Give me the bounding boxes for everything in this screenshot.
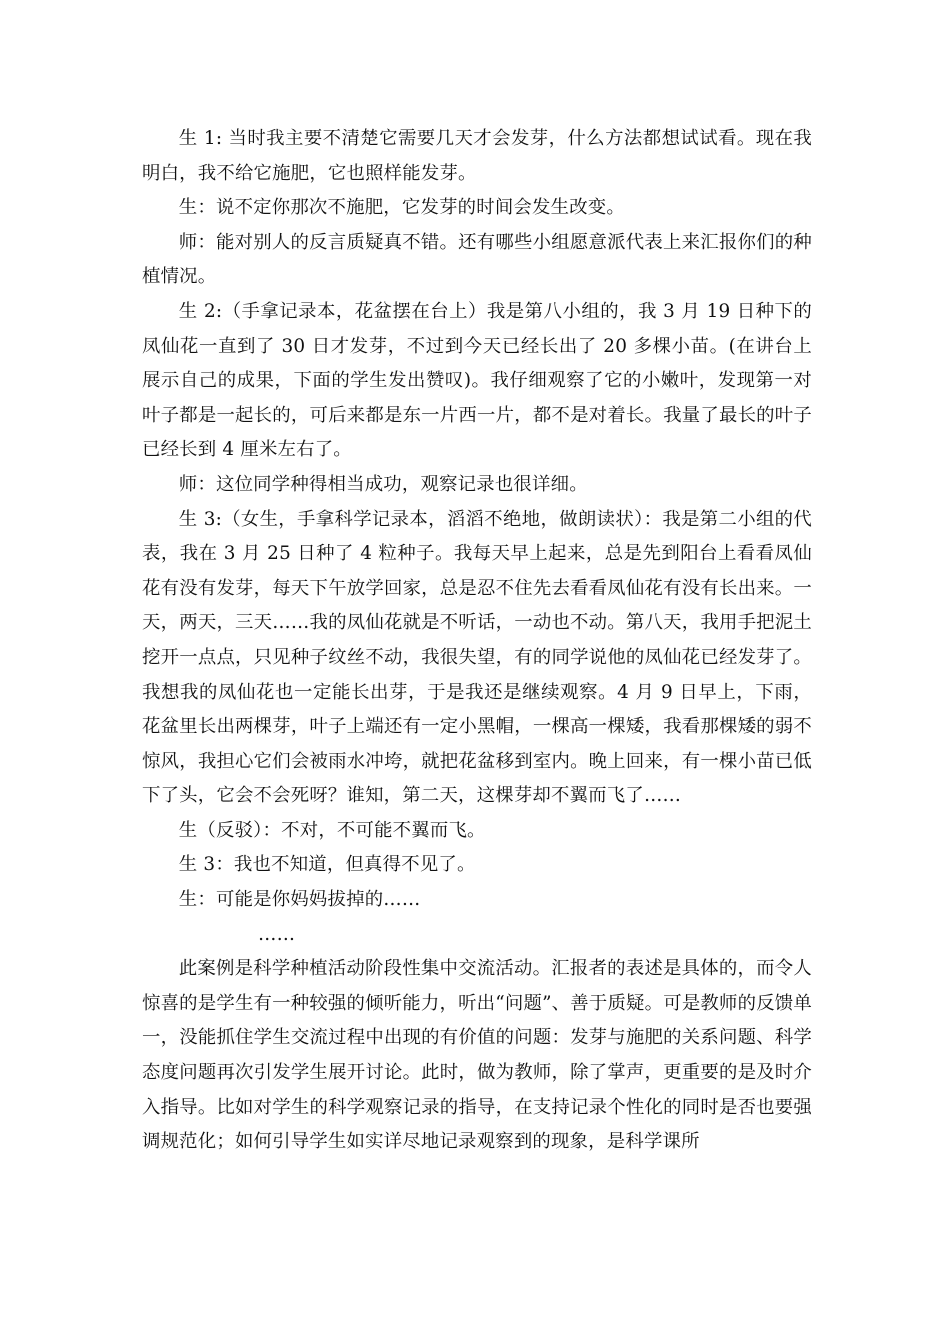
dialogue-paragraph-student-rebuttal: 生（反驳）：不对，不可能不翼而飞。 xyxy=(178,819,486,841)
dialogue-paragraph-student-3: 生 3:（女生，手拿科学记录本，滔滔不绝地，做朗读状）：我是第二小组的代表，我在 3 月 25 日种了 4 粒种子。我每天早上起来，总是先到阳台上看看凤仙花有没有发芽，每天下午放学回家，总是忍不住先去看看凤仙花有没有长出来。一天，两天，三天……我的凤仙花就是不听话，一动也不动。第八天，我用手把泥土挖开一点点，只见种子纹丝不动，我很失望，有的同学说他的凤仙花已经发芽了。我想我的凤仙花也一定能长出芽，于是我还是继续观察。4 月 9 日早上，下雨，花盆里长出两棵芽，叶子上端还有一定小黑帽，一棵高一棵矮，我看那棵矮的弱不惊风，我担心它们会被雨水冲垮，就把花盆移到室内。晚上回来，有一棵小苗已低下了头，它会不会死呀？谁知，第二天，这棵芽却不翼而飞了…… xyxy=(142,508,812,807)
dialogue-paragraph-student-guess: 生：可能是你妈妈拔掉的…… xyxy=(178,889,421,911)
dialogue-paragraph-student-reply: 生：说不定你那次不施肥，它发芽的时间会发生改变。 xyxy=(178,197,625,219)
dialogue-paragraph-student-1: 生 1: 当时我主要不清楚它需要几天才会发芽，什么方法都想试试看。现在我明白，我不给它施肥，它也照样能发芽。 xyxy=(142,128,812,184)
ellipsis-line: …… xyxy=(258,923,296,945)
dialogue-paragraph-student-3-reply: 生 3：我也不知道，但真得不见了。 xyxy=(178,854,476,876)
dialogue-paragraph-student-2: 生 2:（手拿记录本，花盆摆在台上）我是第八小组的，我 3 月 19 日种下的凤仙花一直到了 30 日才发芽，不过到今天已经长出了 20 多棵小苗。(在讲台上展示自己的成果，下面的学生发出赞叹)。我仔细观察了它的小嫩叶，发现第一对叶子都是一起长的，可后来都是东一片西一片，都不是对着长。我量了最长的叶子已经长到 4 厘米左右了。 xyxy=(142,300,812,461)
commentary-paragraph: 此案例是科学种植活动阶段性集中交流活动。汇报者的表述是具体的，而令人惊喜的是学生有一种较强的倾听能力，听出“问题”、善于质疑。可是教师的反馈单一，没能抓住学生交流过程中出现的有价值的问题：发芽与施肥的关系问题、科学态度问题再次引发学生展开讨论。此时，做为教师，除了掌声，更重要的是及时介入指导。比如对学生的科学观察记录的指导，在支持记录个性化的同时是否也要强调规范化；如何引导学生如实详尽地记录观察到的现象，是科学课所 xyxy=(142,958,812,1153)
dialogue-paragraph-teacher-1: 师：能对别人的反言质疑真不错。还有哪些小组愿意派代表上来汇报你们的种植情况。 xyxy=(142,231,812,288)
document-body xyxy=(142,122,812,1160)
dialogue-paragraph-teacher-2: 师：这位同学种得相当成功，观察记录也很详细。 xyxy=(178,473,588,495)
